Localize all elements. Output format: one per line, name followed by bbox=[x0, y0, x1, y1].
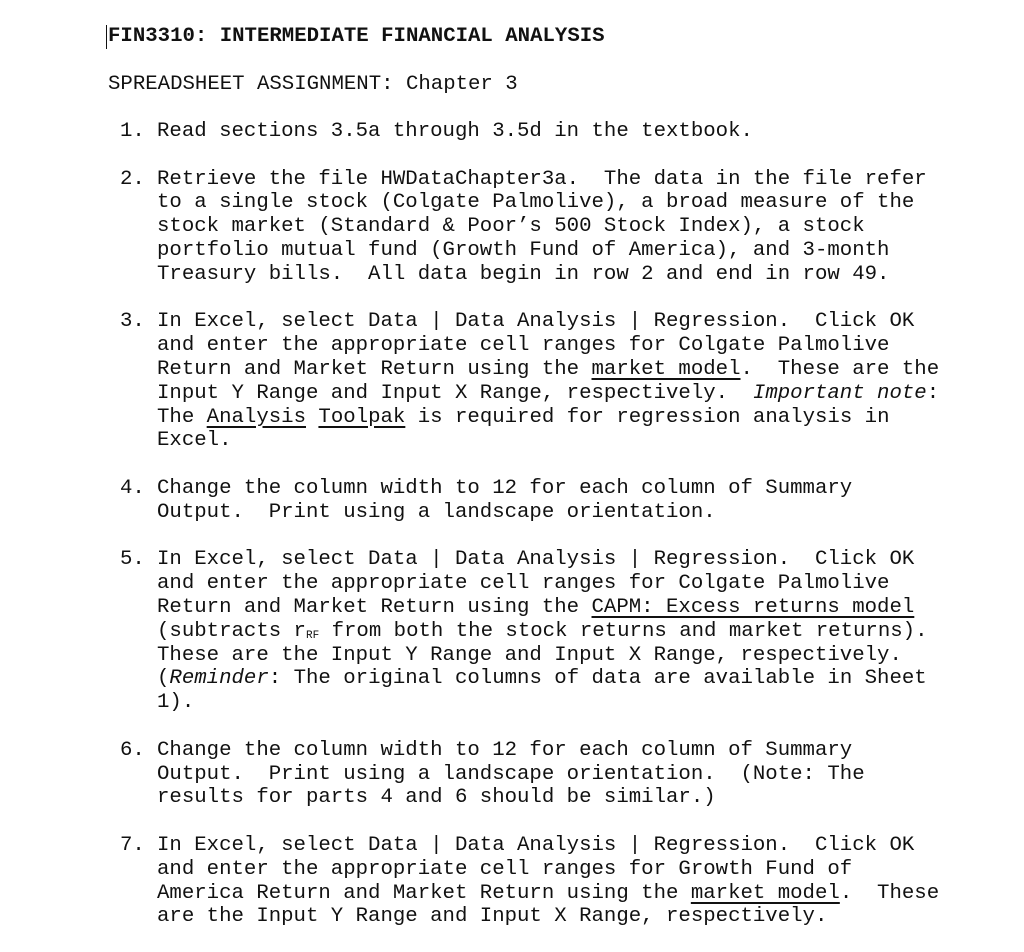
underlined-term: Toolpak bbox=[318, 405, 406, 429]
item-number: 6. bbox=[120, 738, 145, 762]
instruction-line bbox=[157, 501, 716, 525]
text-segment: from both the stock returns and market returns). bbox=[319, 619, 928, 643]
instruction-line bbox=[157, 763, 865, 787]
instruction-line bbox=[157, 215, 865, 239]
instruction-line bbox=[157, 477, 852, 501]
text-cursor bbox=[106, 25, 107, 49]
text-segment: and enter the appropriate cell ranges for Colgate Palmolive bbox=[157, 572, 890, 596]
item-number: 7. bbox=[120, 834, 145, 857]
instruction-line bbox=[157, 120, 753, 144]
text-segment: Treasury bills. All data begin in row 2 and end in row 49. bbox=[157, 262, 890, 286]
instruction-line bbox=[157, 168, 927, 192]
text-segment: 1). bbox=[157, 691, 195, 715]
underlined-term: market model bbox=[591, 358, 741, 381]
instruction-line bbox=[157, 310, 914, 334]
text-segment: and enter the appropriate cell ranges for Growth Fund of bbox=[157, 857, 853, 881]
instruction-line bbox=[157, 263, 889, 287]
instruction-line bbox=[157, 548, 914, 572]
underlined-term: market model bbox=[690, 881, 840, 905]
underlined-term: CAPM: Excess returns model bbox=[591, 596, 915, 619]
italic-term: Important note bbox=[752, 381, 927, 405]
text-segment: These are the Input Y Range and Input X Range, respectively. bbox=[157, 643, 902, 667]
text-segment: . These are the bbox=[740, 358, 940, 381]
instruction-line bbox=[157, 382, 939, 406]
text-segment: Change the column width to 12 for each column of Summary bbox=[157, 477, 853, 500]
item-number: 5. bbox=[120, 548, 145, 572]
text-segment: Return and Market Return using the bbox=[157, 358, 592, 381]
text-segment: and enter the appropriate cell ranges for Colgate Palmolive bbox=[157, 334, 890, 358]
instruction-line bbox=[157, 429, 232, 453]
text-segment: ( bbox=[157, 667, 170, 691]
instruction-line bbox=[157, 358, 939, 382]
text-segment: Read sections 3.5a through 3.5d in the textbook. bbox=[157, 120, 753, 143]
instruction-line bbox=[157, 691, 194, 715]
subscript: RF bbox=[305, 629, 320, 642]
text-segment: stock market (Standard & Poor’s 500 Stock Index), a stock bbox=[157, 215, 865, 239]
text-segment: In Excel, select Data | Data Analysis | Regression. Click OK bbox=[157, 834, 915, 857]
instruction-line bbox=[157, 596, 914, 620]
document-subtitle: SPREADSHEET ASSIGNMENT: Chapter 3 bbox=[108, 73, 518, 96]
text-segment: : The original columns of data are available in Sheet bbox=[268, 667, 927, 691]
text-segment: results for parts 4 and 6 should be similar.) bbox=[157, 786, 716, 810]
text-segment: The bbox=[157, 405, 207, 429]
text-segment: Retrieve the file HWDataChapter3a. The data in the file refer bbox=[157, 167, 927, 191]
instruction-line bbox=[157, 882, 939, 906]
text-segment: In Excel, select Data | Data Analysis | Regression. Click OK bbox=[157, 548, 915, 572]
item-number: 1. bbox=[120, 120, 145, 143]
text-segment: is required for regression analysis in bbox=[405, 405, 890, 429]
instruction-line bbox=[157, 858, 852, 882]
item-number: 4. bbox=[120, 477, 145, 500]
text-segment: Output. Print using a landscape orientation. (Note: The bbox=[157, 762, 865, 786]
text-segment: In Excel, select Data | Data Analysis | Regression. Click OK bbox=[157, 310, 915, 334]
italic-term: Reminder bbox=[169, 667, 269, 691]
text-segment: are the Input Y Range and Input X Range, respectively. bbox=[157, 905, 828, 929]
text-segment: (subtracts r bbox=[157, 619, 306, 643]
instruction-line bbox=[157, 834, 914, 858]
instruction-line bbox=[157, 786, 716, 810]
instruction-line bbox=[157, 905, 827, 929]
text-segment: Input Y Range and Input X Range, respectively. bbox=[157, 381, 753, 405]
instruction-line bbox=[157, 667, 927, 691]
instruction-line bbox=[157, 644, 902, 668]
text-segment bbox=[306, 406, 318, 429]
instruction-line bbox=[157, 739, 852, 763]
instruction-line bbox=[157, 572, 889, 596]
underlined-term: Analysis bbox=[206, 405, 306, 429]
text-segment: America Return and Market Return using the bbox=[157, 881, 691, 905]
text-segment: . These bbox=[839, 881, 940, 905]
text-segment: Return and Market Return using the bbox=[157, 596, 592, 619]
text-segment: : bbox=[926, 381, 940, 405]
text-segment: to a single stock (Colgate Palmolive), a broad measure of the bbox=[157, 191, 915, 215]
text-segment: Output. Print using a landscape orientation. bbox=[157, 500, 716, 524]
instruction-line bbox=[157, 334, 889, 358]
instruction-line bbox=[157, 406, 890, 430]
instruction-line bbox=[157, 239, 889, 263]
text-segment: Change the column width to 12 for each column of Summary bbox=[157, 738, 853, 762]
instruction-line bbox=[157, 191, 914, 215]
document-title: FIN3310: INTERMEDIATE FINANCIAL ANALYSIS bbox=[108, 25, 605, 48]
item-number: 3. bbox=[120, 310, 145, 334]
item-number: 2. bbox=[120, 167, 145, 191]
text-segment: Excel. bbox=[157, 429, 232, 453]
text-segment: portfolio mutual fund (Growth Fund of America), and 3-month bbox=[157, 239, 890, 262]
